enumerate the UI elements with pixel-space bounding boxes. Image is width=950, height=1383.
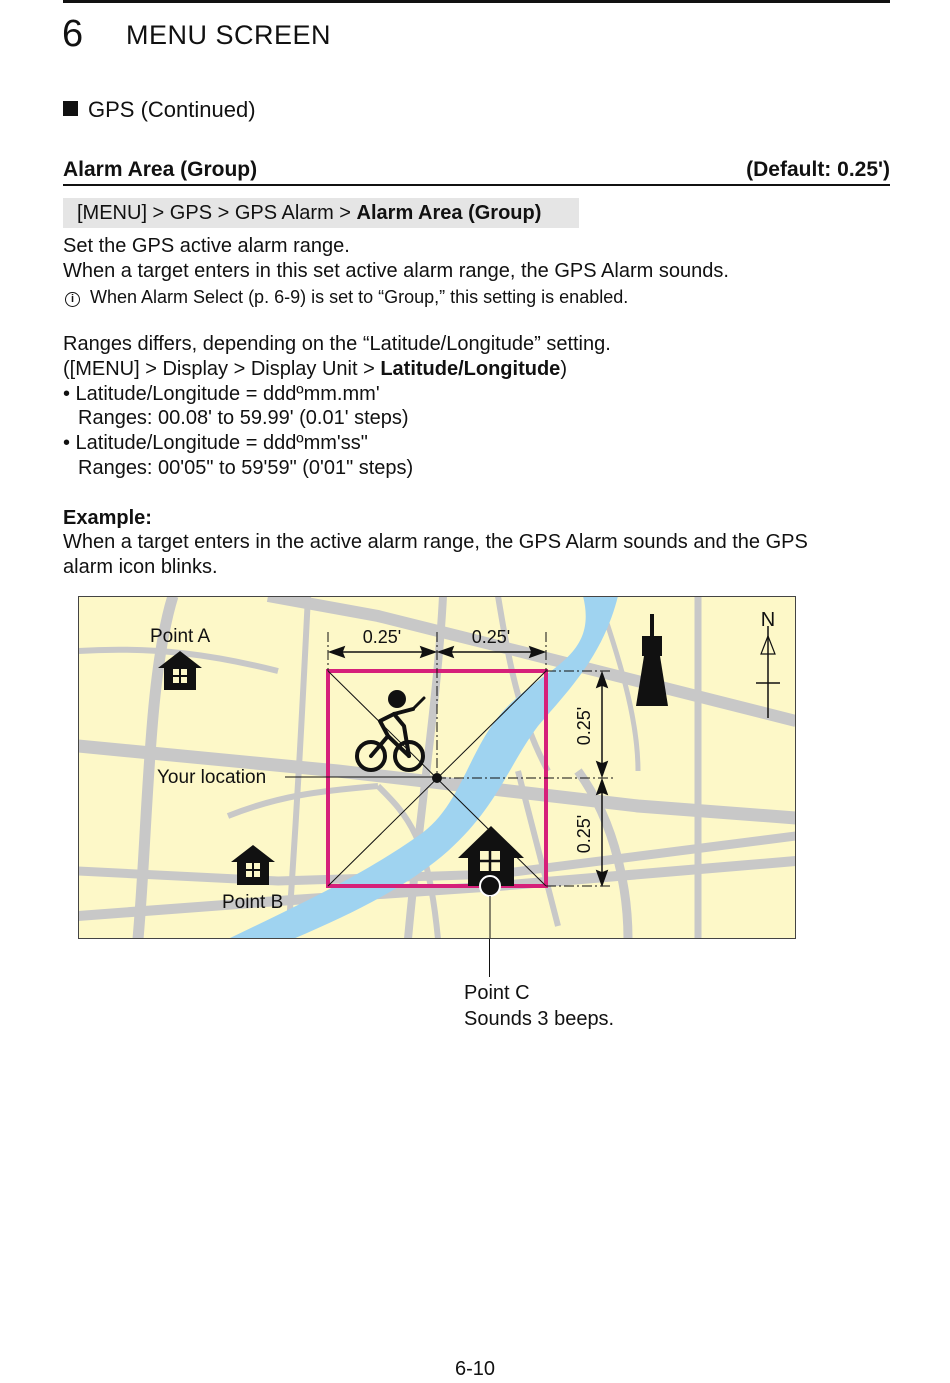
info-icon: i [65,292,80,307]
dim-top-right-label: 0.25' [471,627,511,647]
point-c-note: Sounds 3 beeps. [464,1008,615,1030]
bullet-1-range: Ranges: 00.08' to 59.99' (0.01' steps) [78,407,409,429]
point-a-label: Point A [150,626,211,647]
your-location-dot [432,773,442,783]
item-default: (Default: 0.25') [746,158,890,181]
north-label: N [760,609,776,631]
menu-path [63,198,579,228]
description-line-1: Set the GPS active alarm range. [63,235,350,257]
alarm-area-map [78,596,796,939]
point-b-label: Point B [222,892,284,913]
note-text: When Alarm Select (p. 6-9) is set to “Group,” this setting is enabled. [90,287,629,307]
example-line-1: When a target enters in the active alarm range, the GPS Alarm sounds and the GPS [63,531,808,553]
ranges-path-current: Latitude/Longitude [380,358,561,380]
dim-right-bottom-label: 0.25' [574,814,594,854]
section-title: GPS (Continued) [88,97,256,122]
section-heading [63,95,256,125]
square-bullet-icon [63,101,78,116]
chapter-number: 6 [62,13,84,55]
menu-path-prefix: [MENU] > GPS > GPS Alarm > [77,202,357,224]
note [63,285,628,310]
bullet-2: • Latitude/Longitude = dddºmm'ss" [63,432,368,454]
menu-path-current: Alarm Area (Group) [356,202,542,224]
bullet-1: • Latitude/Longitude = dddºmm.mm' [63,383,380,405]
chapter-title: MENU SCREEN [126,20,332,50]
description-line-2: When a target enters in this set active alarm range, the GPS Alarm sounds. [63,260,729,282]
top-rule [63,0,890,3]
dim-right-top-label: 0.25' [574,706,594,746]
ranges-path [63,357,567,382]
dim-top-left-label: 0.25' [362,627,402,647]
ranges-path-prefix: ([MENU] > Display > Display Unit > [63,358,381,380]
example-line-2: alarm icon blinks. [63,556,218,578]
point-c-dot [480,876,500,896]
ranges-intro: Ranges differs, depending on the “Latitude/Longitude” setting. [63,333,611,355]
point-c-label: Point C [464,982,530,1004]
bullet-2-range: Ranges: 00'05" to 59'59" (0'01" steps) [78,457,414,479]
example-heading: Example: [63,507,152,529]
item-title: Alarm Area (Group) [63,158,258,181]
page-number: 6-10 [454,1358,496,1380]
your-location-label: Your location [157,767,267,788]
ranges-path-suffix: ) [560,358,567,380]
point-c-leader [489,939,490,977]
item-rule [63,184,890,186]
